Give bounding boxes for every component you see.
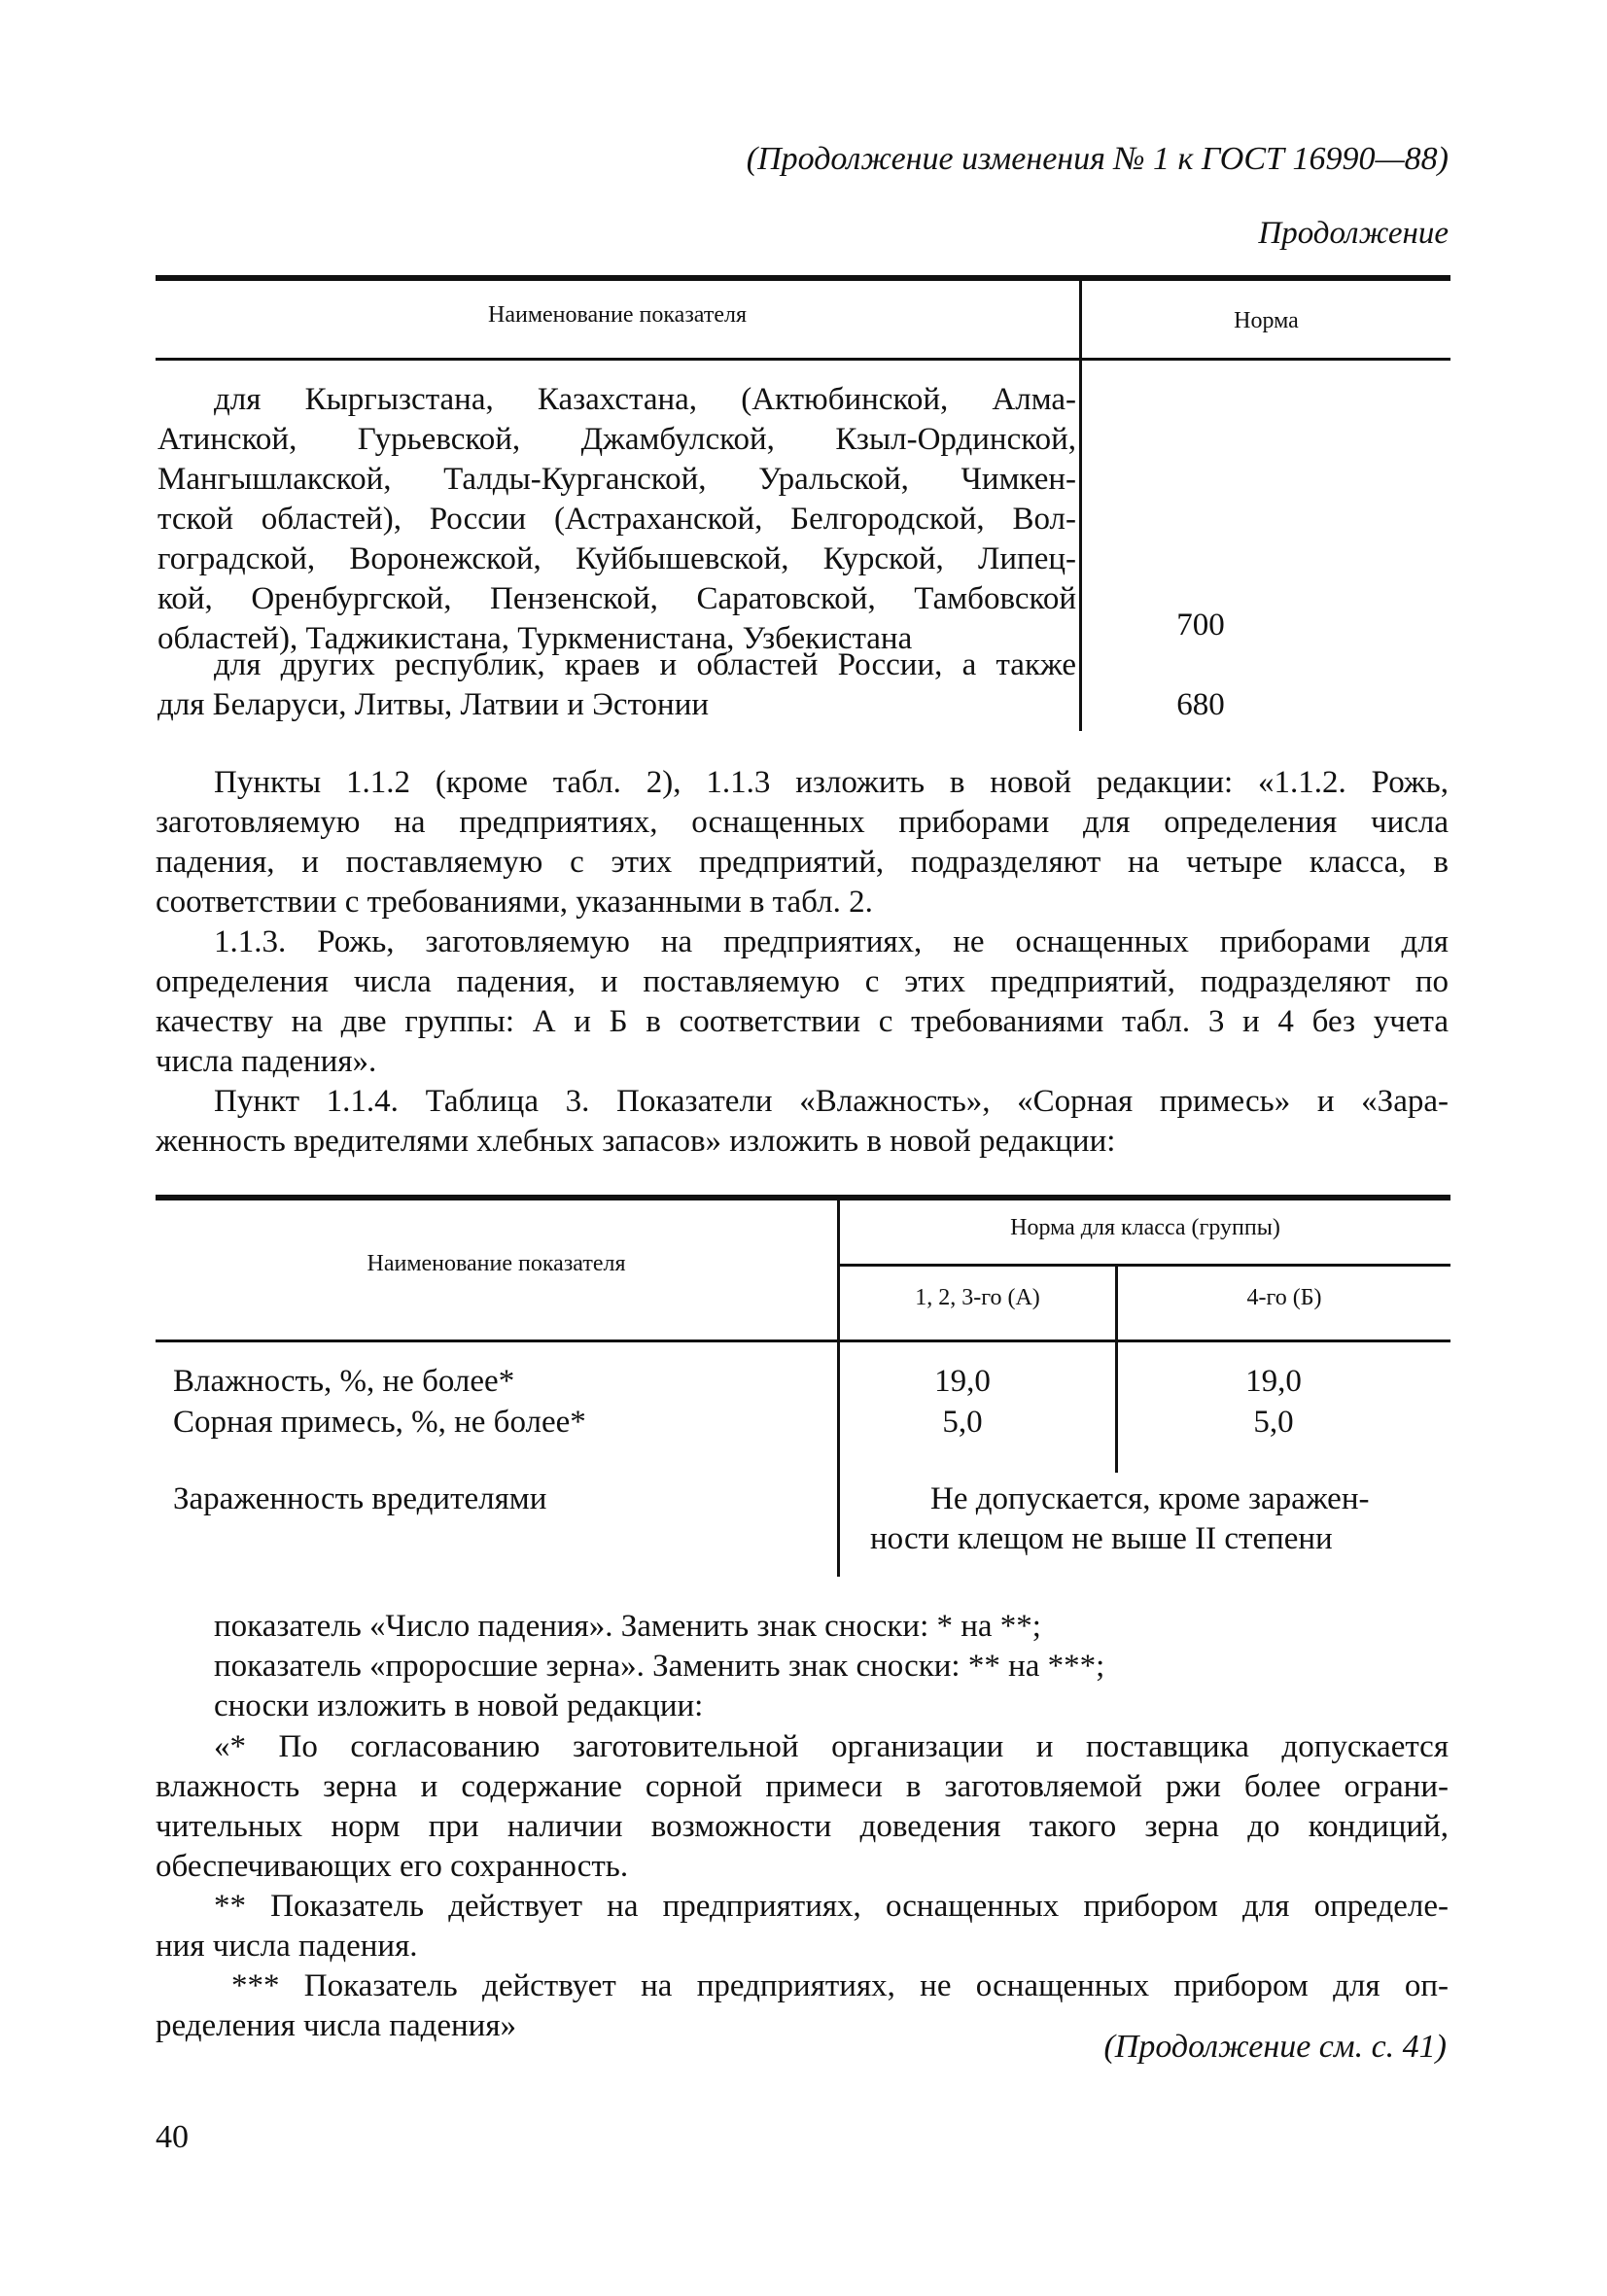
table-2-row-3-name: Зараженность вредителями xyxy=(173,1481,547,1516)
table-1-row-1-line: тской областей), России (Астраханской, Белгородской, Вол- xyxy=(157,502,1076,537)
footnote-1-line: влажность зерна и содержание сорной примеси в заготовляемой ржи более ограни- xyxy=(156,1769,1449,1804)
table-continued-label: Продолжение xyxy=(1258,216,1449,251)
table-2-row-value-a: 5,0 xyxy=(942,1405,983,1440)
footnote-3-line: *** Показатель действует на предприятиях, не оснащенных прибором для оп- xyxy=(231,1968,1449,2003)
table-1-row-1 xyxy=(157,380,1076,659)
table-2-row-3-value-line: Не допускается, кроме заражен- xyxy=(930,1481,1370,1516)
footnote-1-line: обеспечивающих его сохранность. xyxy=(156,1849,629,1884)
table-1-row-1-line: Мангышлакской, Талды-Курганской, Уральской, Чимкен- xyxy=(157,462,1076,497)
footnote-2 xyxy=(156,1887,1449,1966)
paragraph-1-line: заготовляемую на предприятиях, оснащенных приборами для определения числа xyxy=(156,805,1449,840)
table-2-sub1-header: 1, 2, 3-го (А) xyxy=(915,1285,1040,1310)
table-1-row-1-line: кой, Оренбургской, Пензенской, Саратовской, Тамбовской xyxy=(157,581,1076,616)
paragraph-2-line: числа падения». xyxy=(156,1044,377,1079)
table-1-row-2-line: для Беларуси, Литвы, Латвии и Эстонии xyxy=(157,687,710,722)
note-line: сноски изложить в новой редакции: xyxy=(214,1688,704,1723)
page-number: 40 xyxy=(156,2119,189,2155)
table-1-row-1-line: областей), Таджикистана, Туркменистана, Узбекистана xyxy=(157,621,913,656)
table-1-top-rule xyxy=(156,275,1450,281)
table-1-row-1-line: для Кыргызстана, Казахстана, (Актюбинской, Алма- xyxy=(214,382,1076,417)
table-2-group-header: Норма для класса (группы) xyxy=(1010,1215,1280,1240)
table-1-row-2-line: для других республик, краев и областей России, а также xyxy=(214,647,1076,682)
paragraph-1-line: Пункты 1.1.2 (кроме табл. 2), 1.1.3 изложить в новой редакции: «1.1.2. Рожь, xyxy=(214,765,1449,800)
table-2-subheader-rule xyxy=(839,1264,1450,1267)
paragraph-3 xyxy=(156,1082,1449,1162)
table-1-row-1-line: гоградской, Воронежской, Куйбышевской, Курской, Липец- xyxy=(157,541,1076,576)
paragraph-3-line: женность вредителями хлебных запасов» изложить в новой редакции: xyxy=(156,1124,1116,1159)
paragraph-2-line: качеству на две группы: А и Б в соответствии с требованиями табл. 3 и 4 без учета xyxy=(156,1004,1449,1039)
note-line: показатель «Число падения». Заменить знак сноски: * на **; xyxy=(214,1609,1041,1644)
table-2-row-value-b: 5,0 xyxy=(1253,1405,1294,1440)
table-2-row-name: Сорная примесь, %, не более* xyxy=(173,1405,586,1440)
table-1-col2-header: Норма xyxy=(1234,308,1299,333)
table-2-sub2-header: 4-го (Б) xyxy=(1246,1285,1322,1310)
footnote-3-line: ределения числа падения» xyxy=(156,2008,517,2043)
paragraph-1-line: соответствии с требованиями, указанными в табл. 2. xyxy=(156,885,873,920)
footnote-2-line: ния числа падения. xyxy=(156,1929,418,1964)
note-line: показатель «проросшие зерна». Заменить знак сноски: ** на ***; xyxy=(214,1649,1105,1684)
footnote-2-line: ** Показатель действует на предприятиях, оснащенных прибором для определе- xyxy=(214,1889,1449,1924)
table-2-top-rule xyxy=(156,1195,1450,1200)
table-1-col1-header: Наименование показателя xyxy=(488,302,747,328)
paragraph-1 xyxy=(156,763,1449,922)
table-2-header-rule xyxy=(156,1339,1450,1342)
notes-block xyxy=(214,1607,1449,1726)
table-1-header-rule xyxy=(156,358,1450,361)
table-1-row-2 xyxy=(157,645,1076,725)
footnote-1 xyxy=(156,1727,1449,1887)
table-1-column-divider xyxy=(1079,281,1082,731)
paragraph-2-line: определения числа падения, и поставляемую с этих предприятий, подразделяют по xyxy=(156,964,1449,999)
table-2-row-3-value-line: ности клещом не выше II степени xyxy=(870,1521,1333,1556)
table-2-row-3-value xyxy=(870,1479,1444,1559)
table-2-row-value-b: 19,0 xyxy=(1245,1364,1302,1399)
table-2-col1-header: Наименование показателя xyxy=(367,1251,626,1276)
paragraph-3-line: Пункт 1.1.4. Таблица 3. Показатели «Влажность», «Сорная примесь» и «Зара- xyxy=(214,1084,1449,1119)
table-1-row-2-value: 680 xyxy=(1176,687,1225,722)
footnote-1-line: «* По согласованию заготовительной организации и поставщика допускается xyxy=(214,1729,1449,1764)
continuation-footer: (Продолжение см. с. 41) xyxy=(1103,2029,1447,2065)
table-2-col-divider-1 xyxy=(837,1200,840,1577)
paragraph-2 xyxy=(156,922,1449,1082)
table-1-row-1-line: Атинской, Гурьевской, Джамбулской, Кзыл-Ординской, xyxy=(157,422,1076,457)
footnote-1-line: чительных норм при наличии возможности доведения такого зерна до кондиций, xyxy=(156,1809,1449,1844)
table-2-row-value-a: 19,0 xyxy=(934,1364,991,1399)
paragraph-1-line: падения, и поставляемую с этих предприятий, подразделяют на четыре класса, в xyxy=(156,845,1449,880)
paragraph-2-line: 1.1.3. Рожь, заготовляемую на предприятиях, не оснащенных приборами для xyxy=(214,924,1449,959)
table-1-row-1-value: 700 xyxy=(1176,608,1225,643)
continuation-note: (Продолжение изменения № 1 к ГОСТ 16990—88) xyxy=(746,141,1449,177)
table-2-row-name: Влажность, %, не более* xyxy=(173,1364,515,1399)
